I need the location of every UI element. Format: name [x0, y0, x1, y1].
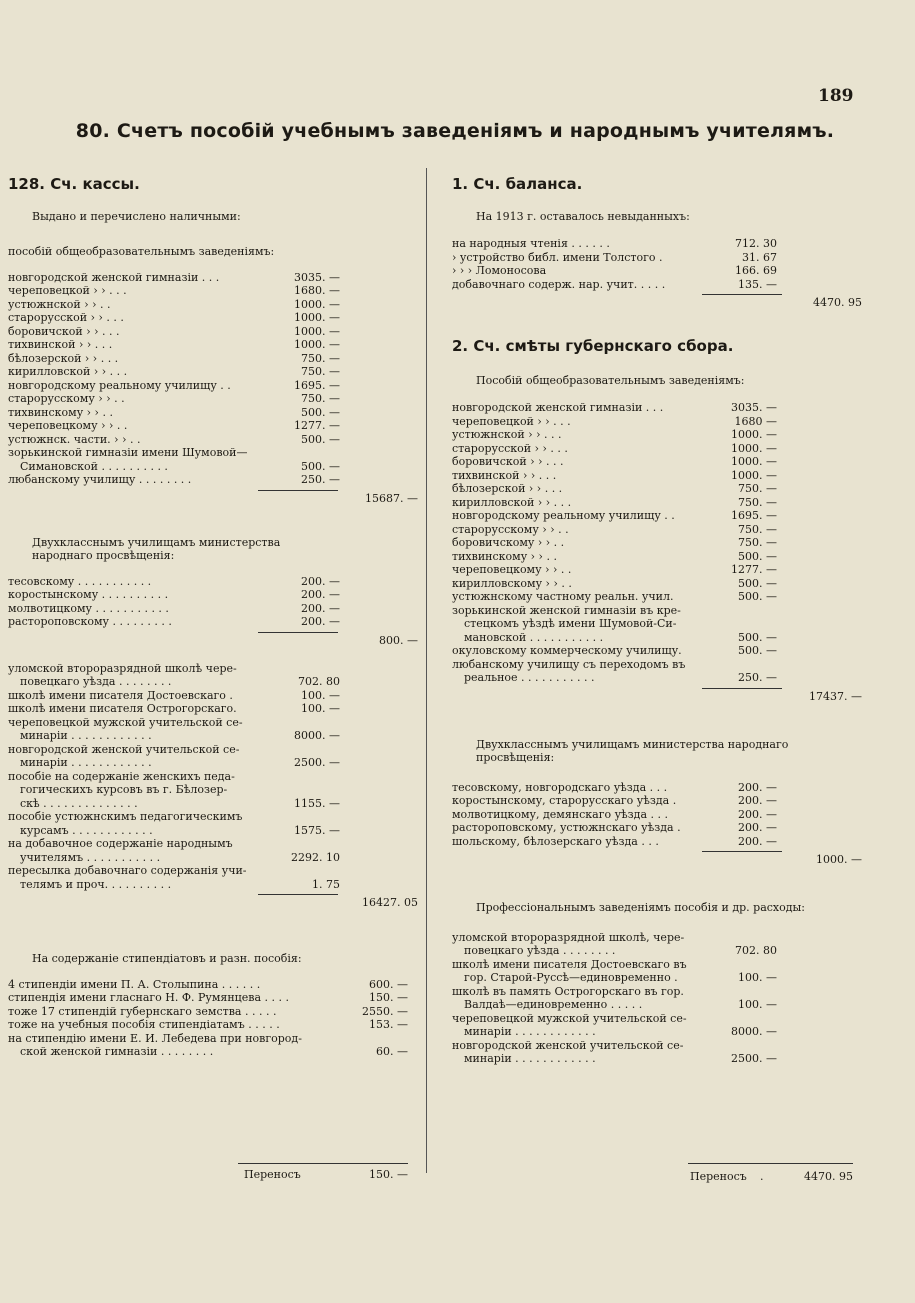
list-item: [8, 743, 416, 757]
list-item: [8, 810, 416, 824]
item-label: на добавочное содержаніе народнымъ: [8, 837, 233, 850]
list-item: [8, 433, 416, 447]
list-item: [8, 473, 416, 487]
item-amount: 3035. —: [294, 270, 340, 284]
item-label: череповецкому › › . .: [8, 419, 128, 432]
left-carry-value: 150. —: [369, 1168, 408, 1181]
item-label: школѣ имени писателя Достоевскаго .: [8, 688, 233, 702]
right-group1: [452, 401, 912, 685]
item-label: боровичской › › . . .: [8, 324, 120, 338]
item-amount: 500. —: [301, 432, 340, 446]
list-item: [8, 824, 416, 838]
item-amount: 3035. —: [731, 401, 777, 414]
item-amount: 2500. —: [731, 1052, 777, 1065]
left-group4: [8, 978, 416, 1059]
list-item: [452, 617, 912, 631]
item-amount: 750. —: [738, 522, 777, 536]
list-item: [452, 469, 912, 483]
list-item: [8, 365, 416, 379]
item-label: череповецкой › › . . .: [452, 414, 571, 428]
list-item: [452, 496, 912, 510]
item-amount: 1155. —: [294, 796, 340, 810]
left-section-heading: 128. Сч. кассы.: [8, 175, 140, 193]
item-amount: 500. —: [738, 549, 777, 563]
list-item: [452, 482, 912, 496]
item-amount: 750. —: [301, 392, 340, 405]
list-item: [8, 878, 416, 892]
right-group2-title: Двухкласснымъ училищамъ министерства народнаго просвѣщенія:: [476, 737, 789, 764]
item-label: бѣлозерской › › . . .: [8, 351, 119, 365]
list-item: [452, 442, 912, 456]
item-label: череповецкой мужской учительской се-: [452, 1011, 687, 1025]
item-amount: 750. —: [301, 351, 340, 365]
item-amount: 8000. —: [731, 1025, 777, 1038]
item-amount: 500. —: [738, 590, 777, 603]
item-label: череповецкой мужской учительской се-: [8, 715, 243, 729]
item-amount: 1000. —: [731, 468, 777, 482]
list-item: [8, 352, 416, 366]
item-label: тихвинскому › › . .: [8, 405, 113, 419]
item-amount: 2500. —: [294, 756, 340, 769]
item-amount: 1000. —: [294, 338, 340, 351]
item-label: тихвинскому › › . .: [452, 549, 557, 563]
item-amount: 100. —: [738, 971, 777, 984]
item-amount: 200. —: [301, 574, 340, 588]
item-label: реальное . . . . . . . . . . .: [464, 671, 595, 684]
item-label: минаріи . . . . . . . . . . . .: [464, 1052, 596, 1065]
item-label: окуловскому коммерческому училищу.: [452, 644, 682, 657]
right-carry-dot: .: [760, 1170, 764, 1183]
list-item: [8, 675, 416, 689]
list-item: [8, 1032, 416, 1046]
item-label: скѣ . . . . . . . . . . . . . .: [20, 796, 138, 810]
item-amount: 200. —: [738, 794, 777, 807]
item-label: зорькинской женской гимназіи въ кре-: [452, 603, 681, 617]
item-label: шольскому, бѣлозерскаго уѣзда . . .: [452, 834, 659, 848]
list-item: [8, 602, 416, 616]
page-number: 189: [818, 86, 854, 106]
item-label: молвотицкому . . . . . . . . . . .: [8, 601, 169, 615]
list-item: [452, 658, 912, 672]
list-item: [452, 550, 912, 564]
item-label: уломской второразрядной школѣ, чере-: [452, 930, 685, 944]
item-amount: 500. —: [301, 459, 340, 473]
item-label: тесовскому, новгородскаго уѣзда . . .: [452, 780, 668, 794]
item-label: стипендія имени гласнаго Н. Ф. Румянцева . . . .: [8, 991, 289, 1004]
list-item: [8, 864, 416, 878]
item-label: зорькинской гимназіи имени Шумовой—: [8, 446, 248, 459]
list-item: [452, 944, 912, 958]
item-label: гогическихъ курсовъ въ г. Бѣлозер-: [20, 783, 228, 796]
list-item: [8, 325, 416, 339]
left-carry-rule: [238, 1163, 408, 1164]
item-label: любанскому училищу . . . . . . . .: [8, 473, 192, 486]
list-item: [452, 1025, 912, 1039]
list-item: [452, 455, 912, 469]
item-amount: 1000. —: [294, 297, 340, 311]
right-group2-total: [452, 851, 912, 867]
list-item: [452, 428, 912, 442]
list-item: [8, 615, 416, 629]
item-amount: 200. —: [738, 821, 777, 834]
item-label: школѣ въ память Острогорскаго въ гор.: [452, 984, 684, 998]
list-item: [452, 237, 912, 251]
list-item: [452, 1039, 912, 1053]
right-column: [452, 175, 912, 1066]
left-group2-total-value: 800. —: [379, 633, 418, 647]
item-amount: 1000. —: [294, 324, 340, 338]
item-label: гор. Старой-Руссѣ—единовременно .: [464, 971, 678, 984]
item-amount: 1277. —: [294, 419, 340, 432]
item-label: кирилловскому › › . .: [452, 576, 572, 590]
item-amount: 200. —: [738, 780, 777, 794]
right-balance-intro: На 1913 г. оставалось невыданныхъ:: [476, 209, 690, 223]
list-item: [8, 797, 416, 811]
item-label: тоже на учебныя пособія стипендіатамъ . . . . .: [8, 1018, 280, 1031]
right-group1-total-value: 17437. —: [809, 689, 862, 703]
left-intro: Выдано и перечислено наличными:: [32, 209, 241, 223]
item-label: боровичской › › . . .: [452, 455, 564, 468]
right-group3: [452, 931, 912, 1066]
list-item: [8, 837, 416, 851]
item-label: тоже 17 стипендій губернскаго земства . . . . .: [8, 1004, 277, 1018]
item-label: старорусской › › . . .: [8, 311, 124, 324]
list-item: [452, 401, 912, 415]
list-item: [452, 835, 912, 849]
item-label: кирилловской › › . . .: [8, 365, 128, 378]
right-section-heading-balance: 1. Сч. баланса.: [452, 175, 583, 193]
item-amount: 1680 —: [734, 414, 777, 428]
list-item: [8, 460, 416, 474]
right-group1-total: [452, 688, 912, 704]
list-item: [452, 1052, 912, 1066]
left-group4-title: На содержаніе стипендіатовъ и разн. пособія:: [32, 952, 302, 965]
item-label: уломской второразрядной школѣ чере-: [8, 661, 237, 675]
item-amount: 166. 69: [735, 264, 777, 277]
item-label: 4 стипендіи имени П. А. Столыпина . . . . . .: [8, 977, 261, 991]
item-label: минаріи . . . . . . . . . . . .: [464, 1025, 596, 1038]
right-carry-rule: [688, 1163, 853, 1164]
item-label: устюжнск. части. › › . .: [8, 432, 141, 446]
list-item: [8, 298, 416, 312]
item-label: старорусской › › . . .: [452, 441, 568, 455]
list-item: [452, 577, 912, 591]
item-amount: 750. —: [301, 365, 340, 378]
item-amount: 1. 75: [312, 877, 340, 891]
item-amount: 153. —: [369, 1018, 408, 1031]
item-label: боровичскому › › . .: [452, 536, 565, 549]
item-label: устюжнскому частному реальн. учил.: [452, 590, 674, 603]
list-item: [8, 271, 416, 285]
item-amount: 702. 80: [298, 675, 340, 688]
list-item: [8, 851, 416, 865]
list-item: [8, 729, 416, 743]
list-item: [452, 971, 912, 985]
item-amount: 200. —: [738, 807, 777, 821]
item-label: тихвинской › › . . .: [452, 468, 557, 482]
right-balance-total: [452, 294, 912, 310]
item-amount: 31. 67: [742, 250, 777, 264]
item-amount: 200. —: [301, 615, 340, 628]
item-amount: 200. —: [301, 588, 340, 601]
item-label: новгородскому реальному училищу . .: [8, 378, 231, 392]
list-item: [8, 1045, 416, 1059]
item-amount: 250. —: [301, 473, 340, 486]
item-amount: 1000. —: [731, 428, 777, 441]
left-carry-label: Переносъ: [244, 1168, 301, 1181]
item-label: Валдаѣ—единовременно . . . . .: [464, 998, 643, 1011]
item-amount: 200. —: [301, 601, 340, 615]
list-item: [8, 311, 416, 325]
left-group2: [8, 575, 416, 629]
list-item: [8, 575, 416, 589]
item-label: новгородской женской учительской се-: [8, 742, 240, 756]
right-balance-list: [452, 237, 912, 291]
left-column: [8, 175, 418, 1059]
item-label: коростынскому, старорусскаго уѣзда .: [452, 794, 677, 807]
list-item: [8, 284, 416, 298]
right-group2: [452, 781, 912, 849]
item-label: ской женской гимназіи . . . . . . . .: [20, 1045, 214, 1058]
item-amount: 2292. 10: [291, 850, 340, 864]
item-label: коростынскому . . . . . . . . . .: [8, 588, 169, 601]
item-amount: 712. 30: [735, 237, 777, 250]
item-label: › устройство библ. имени Толстого .: [452, 250, 663, 264]
item-label: новгородскому реальному училищу . .: [452, 509, 675, 522]
list-item: [8, 662, 416, 676]
list-item: [452, 509, 912, 523]
item-label: новгородской женской гимназіи . . .: [452, 401, 664, 414]
list-item: [8, 406, 416, 420]
item-label: стецкомъ уѣздѣ имени Шумовой-Си-: [464, 617, 677, 630]
item-amount: 200. —: [738, 834, 777, 848]
item-label: на народныя чтенія . . . . . .: [452, 237, 610, 250]
item-label: Симановской . . . . . . . . . .: [20, 459, 168, 473]
left-group3-total: [8, 894, 416, 910]
item-amount: 1680. —: [294, 284, 340, 297]
right-section-heading-estimate: 2. Сч. смѣты губернскаго сбора.: [452, 337, 734, 355]
item-label: пересылка добавочнаго содержанія учи-: [8, 864, 247, 877]
list-item: [8, 338, 416, 352]
item-label: добавочнаго содерж. нар. учит. . . . .: [452, 277, 666, 291]
list-item: [452, 958, 912, 972]
left-group2-total: [8, 632, 416, 648]
list-item: [452, 523, 912, 537]
item-amount: 8000. —: [294, 729, 340, 742]
list-item: [452, 794, 912, 808]
item-amount: 100. —: [301, 688, 340, 702]
list-item: [452, 821, 912, 835]
item-label: учителямъ . . . . . . . . . . .: [20, 850, 161, 864]
item-amount: 500. —: [738, 644, 777, 657]
list-item: [8, 588, 416, 602]
item-amount: 1000. —: [294, 311, 340, 324]
list-item: [8, 756, 416, 770]
list-item: [8, 716, 416, 730]
item-amount: 60. —: [376, 1045, 408, 1058]
item-amount: 100. —: [301, 702, 340, 715]
list-item: [452, 563, 912, 577]
item-label: череповецкому › › . .: [452, 563, 572, 576]
list-item: [452, 631, 912, 645]
item-amount: 500. —: [738, 576, 777, 590]
list-item: [8, 978, 416, 992]
item-label: череповецкой › › . . .: [8, 284, 127, 297]
list-item: [8, 419, 416, 433]
right-balance-total-value: 4470. 95: [813, 296, 862, 309]
item-amount: 500. —: [301, 405, 340, 419]
item-label: пособіе устюжнскимъ педагогическимъ: [8, 810, 243, 823]
item-label: повецкаго уѣзда . . . . . . . .: [20, 675, 172, 688]
list-item: [452, 644, 912, 658]
right-carry-label: Переносъ: [690, 1170, 747, 1183]
column-divider: [426, 168, 427, 1173]
list-item: [452, 604, 912, 618]
list-item: [8, 991, 416, 1005]
list-item: [452, 264, 912, 278]
left-group1-total: [8, 490, 416, 506]
item-amount: 750. —: [738, 482, 777, 495]
item-amount: 500. —: [738, 630, 777, 644]
list-item: [452, 931, 912, 945]
right-group2-total-value: 1000. —: [816, 853, 862, 866]
item-label: курсамъ . . . . . . . . . . . .: [20, 823, 153, 837]
item-label: тесовскому . . . . . . . . . . .: [8, 574, 152, 588]
item-label: растороповскому, устюжнскаго уѣзда .: [452, 821, 681, 834]
item-amount: 750. —: [738, 495, 777, 509]
item-amount: 1277. —: [731, 563, 777, 576]
list-item: [8, 446, 416, 460]
item-label: минаріи . . . . . . . . . . . .: [20, 756, 152, 769]
item-amount: 1000. —: [731, 455, 777, 468]
item-label: устюжнской › › . . .: [452, 428, 562, 441]
item-label: тихвинской › › . . .: [8, 338, 113, 351]
item-amount: 150. —: [369, 991, 408, 1004]
list-item: [452, 1012, 912, 1026]
item-label: › › › Ломоносова: [452, 264, 547, 277]
list-item: [452, 671, 912, 685]
item-label: телямъ и проч. . . . . . . . . .: [20, 877, 172, 891]
list-item: [8, 702, 416, 716]
list-item: [452, 808, 912, 822]
item-amount: 600. —: [369, 977, 408, 991]
item-amount: 1695. —: [294, 378, 340, 392]
left-group1-total-value: 15687. —: [365, 491, 418, 505]
list-item: [8, 379, 416, 393]
item-amount: 702. 80: [735, 944, 777, 957]
item-amount: 250. —: [738, 671, 777, 684]
left-group2-title: Двухкласснымъ училищамъ министерства народнаго просвѣщенія:: [32, 535, 281, 562]
left-group3: [8, 662, 416, 892]
list-item: [452, 998, 912, 1012]
item-label: новгородской женской учительской се-: [452, 1038, 684, 1052]
list-item: [452, 278, 912, 292]
list-item: [8, 783, 416, 797]
item-label: старорусскому › › . .: [8, 392, 125, 405]
item-amount: 1575. —: [294, 823, 340, 837]
item-label: старорусскому › › . .: [452, 522, 569, 536]
item-label: кирилловской › › . . .: [452, 495, 572, 509]
item-amount: 750. —: [738, 536, 777, 549]
right-group1-title: Пособій общеобразовательнымъ заведеніямъ:: [476, 373, 745, 387]
page-title: 80. Счетъ пособій учебнымъ заведеніямъ и народнымъ учителямъ.: [75, 120, 835, 142]
list-item: [8, 689, 416, 703]
item-label: повецкаго уѣзда . . . . . . . .: [464, 944, 616, 957]
list-item: [8, 1005, 416, 1019]
item-label: школѣ имени писателя Достоевскаго въ: [452, 957, 687, 971]
list-item: [452, 251, 912, 265]
item-label: бѣлозерской › › . . .: [452, 482, 563, 495]
item-label: растороповскому . . . . . . . . .: [8, 615, 172, 628]
list-item: [8, 770, 416, 784]
item-label: молвотицкому, демянскаго уѣзда . . .: [452, 807, 668, 821]
item-label: устюжнской › › . .: [8, 297, 111, 311]
left-group1-title: пособій общеобразовательнымъ заведеніямъ:: [8, 245, 275, 258]
list-item: [452, 415, 912, 429]
left-group1: [8, 271, 416, 487]
list-item: [452, 590, 912, 604]
item-label: мановской . . . . . . . . . . .: [464, 630, 604, 644]
item-amount: 135. —: [738, 277, 777, 291]
item-label: школѣ имени писателя Острогорскаго.: [8, 702, 237, 715]
right-group3-title: Профессіональнымъ заведеніямъ пособія и др. расходы:: [476, 901, 805, 914]
item-amount: 1000. —: [731, 441, 777, 455]
item-amount: 1695. —: [731, 509, 777, 522]
list-item: [452, 985, 912, 999]
list-item: [8, 1018, 416, 1032]
list-item: [8, 392, 416, 406]
item-label: минаріи . . . . . . . . . . . .: [20, 729, 152, 742]
right-carry-value: 4470. 95: [804, 1170, 853, 1183]
item-label: любанскому училищу съ переходомъ въ: [452, 657, 686, 671]
list-item: [452, 781, 912, 795]
item-label: пособіе на содержаніе женскихъ педа-: [8, 769, 235, 783]
left-group3-total-value: 16427. 05: [362, 896, 418, 909]
item-label: новгородской женской гимназіи . . .: [8, 270, 220, 284]
item-amount: 100. —: [738, 998, 777, 1011]
item-label: на стипендію имени Е. И. Лебедева при новгород-: [8, 1031, 302, 1045]
list-item: [452, 536, 912, 550]
item-amount: 2550. —: [362, 1004, 408, 1018]
